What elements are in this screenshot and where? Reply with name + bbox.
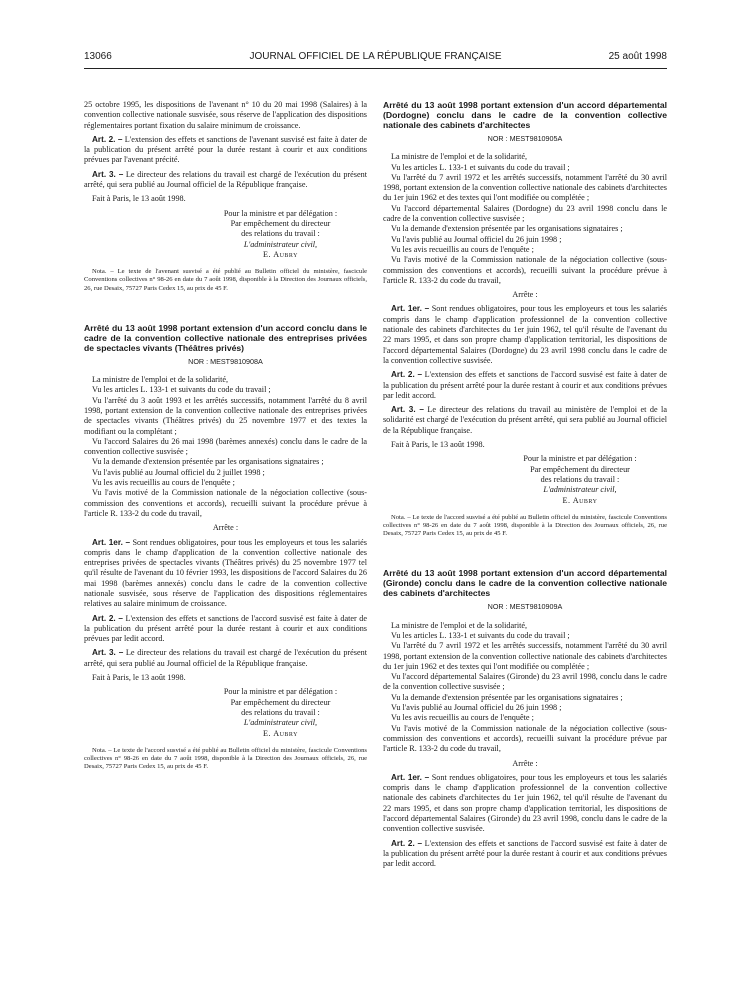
nota: Nota. – Le texte de l'accord susvisé a été publié au Bulletin officiel du ministère, fascicule Conventions collectives n° 98-26 en date du 7 août 1998, disponible à la Direction des Journaux officiels, 26, rue Desaix, 75727 Paris Cedex 15, au prix de 45 F. xyxy=(84,746,367,771)
header-rule xyxy=(84,68,667,69)
visa: Vu l'arrêté du 3 août 1993 et les arrêtés successifs, notamment l'arrêté du 8 avril 1998, portant extension de la convention collective nationale des entreprises privées de spectacles vivants (Théâtres privés) du 25 novembre 1977 et des textes la modifiant ou la complétant ; xyxy=(84,395,367,436)
article-3: Art. 3. – Le directeur des relations du travail au ministère de l'emploi et de la solidarité est chargé de l'exécution du présent arrêté, qui sera publié au Journal officiel de la République française. xyxy=(383,405,667,435)
visa: Vu l'accord Salaires du 26 mai 1998 (barèmes annexés) conclu dans le cadre de la convention collective susvisée ; xyxy=(84,436,367,457)
nor-number: NOR : MEST9810905A xyxy=(487,134,563,143)
visa: Vu l'avis publié au Journal officiel du 2 juillet 1998 ; xyxy=(92,467,265,477)
article-2: Art. 2. – L'extension des effets et sanctions de l'avenant susvisé est faite à dater de la publication du présent arrêté pour la durée restant à courir et aux conditions prévues par l'avenant précité. xyxy=(84,134,367,165)
visa: La ministre de l'emploi et de la solidarité, xyxy=(391,620,528,630)
visa: Vu la demande d'extension présentée par les organisations signataires ; xyxy=(391,224,623,234)
visa: Vu l'arrêté du 7 avril 1972 et les arrêtés successifs, notamment l'arrêté du 30 avril 1998, portant extension de la convention collective nationale des cabinets d'architectes du 1er juin 1962 et des textes qui l'ont modifiée ou complétée ; xyxy=(383,172,667,203)
article-2: Art. 2. – L'extension des effets et sanctions de l'accord susvisé est faite à dater de la publication du présent arrêté pour la durée restant à courir et aux conditions prévues par ledit accord. xyxy=(84,613,367,644)
nor-number: NOR : MEST9810908A xyxy=(188,356,263,366)
visa: Vu les articles L. 133-1 et suivants du code du travail ; xyxy=(391,162,570,172)
fait-a-paris: Fait à Paris, le 13 août 1998. xyxy=(92,673,186,683)
right-column xyxy=(383,100,667,870)
article-1: Art. 1er. – Sont rendues obligatoires, pour tous les employeurs et tous les salariés compris dans le champ d'application de la convention collective nationale des entreprises privées de spectacles vivants (Théâtres privés) du 25 novembre 1977 tel qu'il résulte de l'avenant du 10 février 1993, les dispositions de l'accord Salaires du 26 mai 1998 (barèmes annexés) conclu dans le cadre de la convention collective nationale susvisée, sous réserve de l'application des dispositions réglementaires relatives au salaire minimum de croissance. xyxy=(84,537,367,609)
visa: Vu les avis recueillis au cours de l'enquête ; xyxy=(92,478,235,488)
visa: Vu l'avis motivé de la Commission nationale de la négociation collective (sous-commission des conventions et accords), recueilli suivant la procédure prévue à l'article R. 133-2 du code du travail, xyxy=(84,488,367,518)
visa: Vu les articles L. 133-1 et suivants du code du travail ; xyxy=(391,631,570,640)
visa: Vu l'avis motivé de la Commission nationale de la négociation collective (sous-commission des conventions et accords), recueilli suivant la procédure prévue par l'article R. 133-2 du code du travail, xyxy=(383,723,667,754)
article-1: Art. 1er. – Sont rendues obligatoires, pour tous les employeurs et tous les salariés compris dans le champ d'application professionnel de la convention collective nationale des cabinets d'architectes du 1er juin 1962, tel qu'il résulte de l'avenant du 22 mars 1995, et dans son propre champ d'application territorial, les dispositions de l'accord départemental Salaires (Gironde) du 23 avril 1998, conclu dans le cadre de la convention collective susvisée. xyxy=(383,772,667,834)
nota: Nota. – Le texte de l'avenant susvisé a été publié au Bulletin officiel du ministère, fascicule Conventions collectives n° 98-26 en date du 7 août 1998, disponible à la Direction des Journaux officiels, 26, rue Desaix, 75727 Paris Cedex 15, au prix de 45 F. xyxy=(84,268,367,292)
nor-number: NOR : MEST9810909A xyxy=(487,602,563,612)
visa: Vu l'avis motivé de la Commission nationale de la négociation collective (sous-commission des conventions et accords), recueilli suivant la procédure prévue à l'article R. 133-2 du code du travail, xyxy=(383,255,667,285)
page-header xyxy=(84,51,667,67)
page-number: 13066 xyxy=(84,51,112,62)
visa: Vu l'accord départemental Salaires (Dordogne) du 23 avril 1998 conclu dans le cadre de la convention collective susvisée ; xyxy=(383,203,667,224)
visa: Vu les avis recueillis au cours de l'enquête ; xyxy=(391,713,534,723)
article-3: Art. 3. – Le directeur des relations du travail est chargé de l'exécution du présent arrêté, qui sera publié au Journal officiel de la République française. xyxy=(84,648,367,668)
visa: La ministre de l'emploi et de la solidarité, xyxy=(92,375,229,385)
visa: Vu l'avis publié au Journal officiel du 26 juin 1998 ; xyxy=(391,234,562,244)
signature-block: Pour la ministre et par délégation : Par empêchement du directeur des relations du travail : L'administrateur civil, E. Aubry xyxy=(223,687,338,738)
signature-block: Pour la ministre et par délégation : Par empêchement du directeur des relations du travail : L'administrateur civil, E. Aubry xyxy=(523,454,637,505)
visa: Vu la demande d'extension présentée par les organisations signataires ; xyxy=(92,457,324,467)
article-1: Art. 1er. – Sont rendues obligatoires, pour tous les employeurs et tous les salariés compris dans le champ d'application professionnel de la convention collective nationale des cabinets d'architectes du 1er juin 1962, tel qu'il résulte de l'avenant du 22 mars 1995, et dans son propre champ d'application territorial, les dispositions de l'accord départemental Salaires (Dordogne) du 23 avril 1998 conclu dans le cadre de la convention collective susvisée. xyxy=(383,304,667,365)
visa: La ministre de l'emploi et de la solidarité, xyxy=(391,152,528,162)
fait-a-paris: Fait à Paris, le 13 août 1998. xyxy=(391,440,485,450)
fait-a-paris: Fait à Paris, le 13 août 1998. xyxy=(92,194,186,204)
visa: Vu la demande d'extension présentée par les organisations signataires ; xyxy=(391,692,623,702)
signature-block: Pour la ministre et par délégation : Par empêchement du directeur des relations du travail : L'administrateur civil, E. Aubry xyxy=(223,208,338,259)
journal-title: JOURNAL OFFICIEL DE LA RÉPUBLIQUE FRANÇAISE xyxy=(249,51,502,62)
article-2: Art. 2. – L'extension des effets et sanctions de l'accord susvisé est faite à dater de la publication du présent arrêté pour la durée restant à courir et aux conditions prévues par ledit accord. xyxy=(383,838,667,869)
article-3: Art. 3. – Le directeur des relations du travail est chargé de l'exécution du présent arrêté, qui sera publié au Journal officiel de la République française. xyxy=(84,169,367,190)
decree-title-dordogne: Arrêté du 13 août 1998 portant extension d'un accord départemental (Dordogne) conclu dans le cadre de la convention collective nationale des cabinets d'architectes xyxy=(383,100,667,130)
intro-paragraph: 25 octobre 1995, les dispositions de l'avenant n° 10 du 20 mai 1998 (Salaires) à la convention collective nationale susvisée, sous réserve de l'application des dispositions réglementaires portant fixation du salaire minimum de croissance. xyxy=(84,100,367,130)
arrete-heading: Arrête : xyxy=(512,758,538,768)
decree-title-gironde: Arrêté du 13 août 1998 portant extension d'un accord départemental (Gironde) conclu dans le cadre de la convention collective nationale des cabinets d'architectes xyxy=(383,568,667,599)
visa: Vu les avis recueillis au cours de l'enquête ; xyxy=(391,244,534,254)
decree-title-theatres: Arrêté du 13 août 1998 portant extension d'un accord conclu dans le cadre de la convention collective nationale des entreprises privées de spectacles vivants (Théâtres privés) xyxy=(84,322,367,353)
article-2: Art. 2. – L'extension des effets et sanctions de l'accord susvisé est faite à dater de la publication du présent arrêté pour la durée restant à courir et aux conditions prévues par ledit accord. xyxy=(383,370,667,400)
visa: Vu l'avis publié au Journal officiel du 26 juin 1998 ; xyxy=(391,703,562,713)
arrete-heading: Arrête : xyxy=(512,290,538,300)
visa: Vu l'accord départemental Salaires (Gironde) du 23 avril 1998, conclu dans le cadre de la convention collective susvisée ; xyxy=(383,672,667,692)
arrete-heading: Arrête : xyxy=(212,523,239,533)
visa: Vu l'arrêté du 7 avril 1972 et les arrêtés successifs, notamment l'arrêté du 30 avril 1998, portant extension de la convention collective nationale des cabinets d'architectes du 1er juin 1962 et des textes qui l'ont modifiée ou complétée ; xyxy=(383,641,667,671)
nota: Nota. – Le texte de l'accord susvisé a été publié au Bulletin officiel du ministère, fascicule Conventions collectives n° 98-26 en date du 7 août 1998, disponible à la Direction des Journaux officiels, 26, rue Desaix, 75727 Paris Cedex 15, au prix de 45 F. xyxy=(383,513,667,538)
visa: Vu les articles L. 133-1 et suivants du code du travail ; xyxy=(92,385,271,395)
issue-date: 25 août 1998 xyxy=(608,51,667,62)
left-column xyxy=(84,100,367,771)
